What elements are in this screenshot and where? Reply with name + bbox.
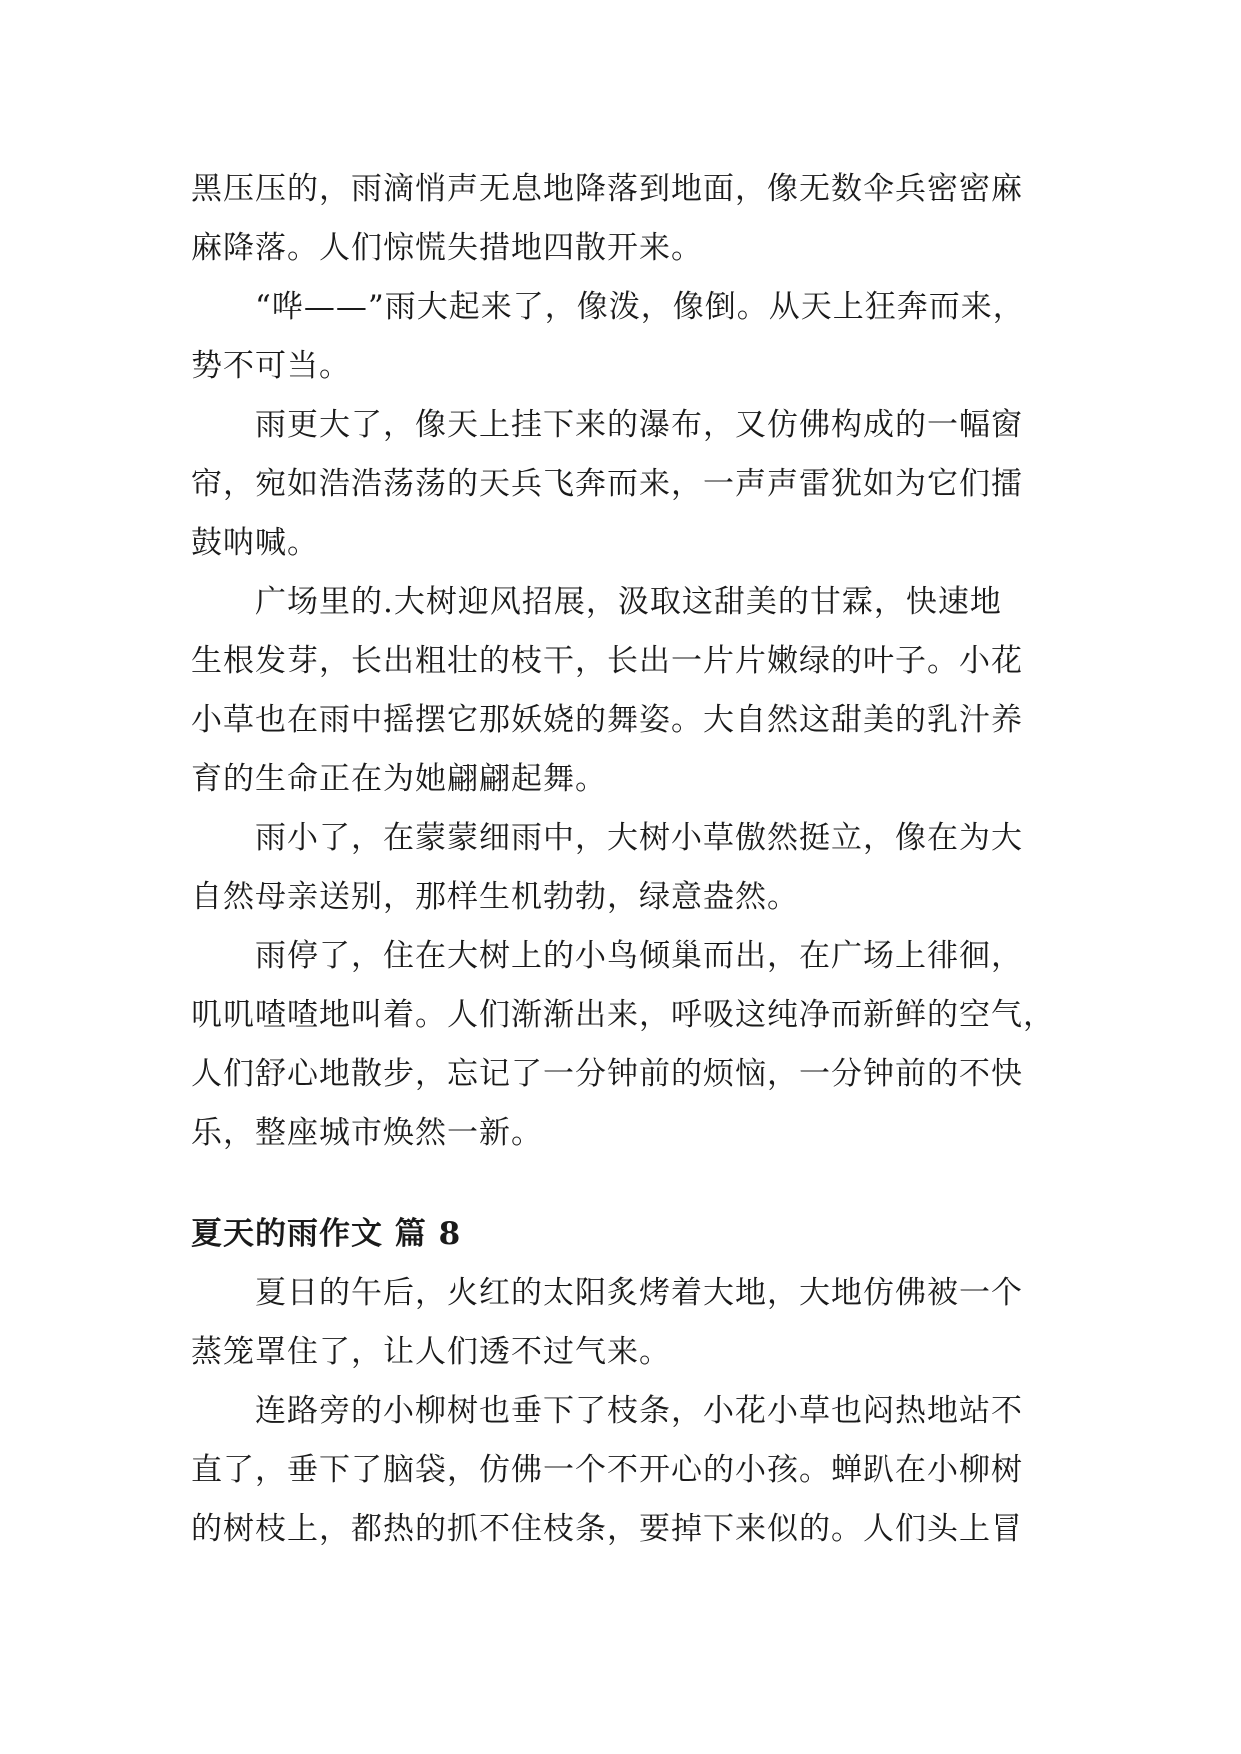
text-line: 帘，宛如浩浩荡荡的天兵飞奔而来，一声声雷犹如为它们擂 (191, 466, 1023, 502)
paragraph-6 (191, 927, 1055, 1163)
text-line: 叽叽喳喳地叫着。人们渐渐出来，呼吸这纯净而新鲜的空气， (191, 997, 1055, 1033)
text-line: 小草也在雨中摇摆它那妖娆的舞姿。大自然这甜美的乳汁养 (191, 702, 1023, 738)
text-line: 人们舒心地散步，忘记了一分钟前的烦恼，一分钟前的不快 (191, 1056, 1023, 1092)
paragraph-2 (191, 278, 1051, 396)
section-heading: 夏天的雨作文 篇 8 (191, 1216, 462, 1252)
text-line: 雨停了，住在大树上的小鸟倾巢而出，在广场上徘徊， (191, 938, 1023, 974)
text-line: 黑压压的，雨滴悄声无息地降落到地面，像无数伞兵密密麻 (191, 171, 1023, 207)
text-line: 蒸笼罩住了，让人们透不过气来。 (191, 1334, 671, 1370)
paragraph-7 (191, 1264, 1051, 1382)
paragraph-5 (191, 809, 1051, 927)
text-line: 麻降落。人们惊慌失措地四散开来。 (191, 230, 703, 266)
text-line: 育的生命正在为她翩翩起舞。 (191, 761, 607, 797)
paragraph-1 (191, 160, 1051, 278)
text-line: 夏日的午后，火红的太阳炙烤着大地，大地仿佛被一个 (191, 1275, 1023, 1311)
paragraph-3 (191, 396, 1051, 573)
text-line: 势不可当。 (191, 348, 351, 384)
text-line: 雨小了，在蒙蒙细雨中，大树小草傲然挺立，像在为大 (191, 820, 1023, 856)
section-spacer (191, 1163, 1051, 1205)
paragraph-8 (191, 1382, 1051, 1559)
text-line: 直了，垂下了脑袋，仿佛一个不开心的小孩。蝉趴在小柳树 (191, 1452, 1023, 1488)
text-line: 连路旁的小柳树也垂下了枝条，小花小草也闷热地站不 (191, 1393, 1023, 1429)
text-line: 鼓呐喊。 (191, 525, 319, 561)
text-line: 乐，整座城市焕然一新。 (191, 1115, 543, 1151)
text-line: 的树枝上，都热的抓不住枝条，要掉下来似的。人们头上冒 (191, 1511, 1023, 1547)
text-line: 自然母亲送别，那样生机勃勃，绿意盎然。 (191, 879, 799, 915)
paragraph-4 (191, 573, 1051, 809)
text-line: 生根发芽，长出粗壮的枝干，长出一片片嫩绿的叶子。小花 (191, 643, 1023, 679)
text-line: 广场里的.大树迎风招展，汲取这甜美的甘霖，快速地 (191, 584, 1002, 620)
document-body (191, 160, 1055, 1559)
text-line: “哗——”雨大起来了，像泼，像倒。从天上狂奔而来， (191, 289, 1025, 325)
text-line: 雨更大了，像天上挂下来的瀑布，又仿佛构成的一幅窗 (191, 407, 1023, 443)
